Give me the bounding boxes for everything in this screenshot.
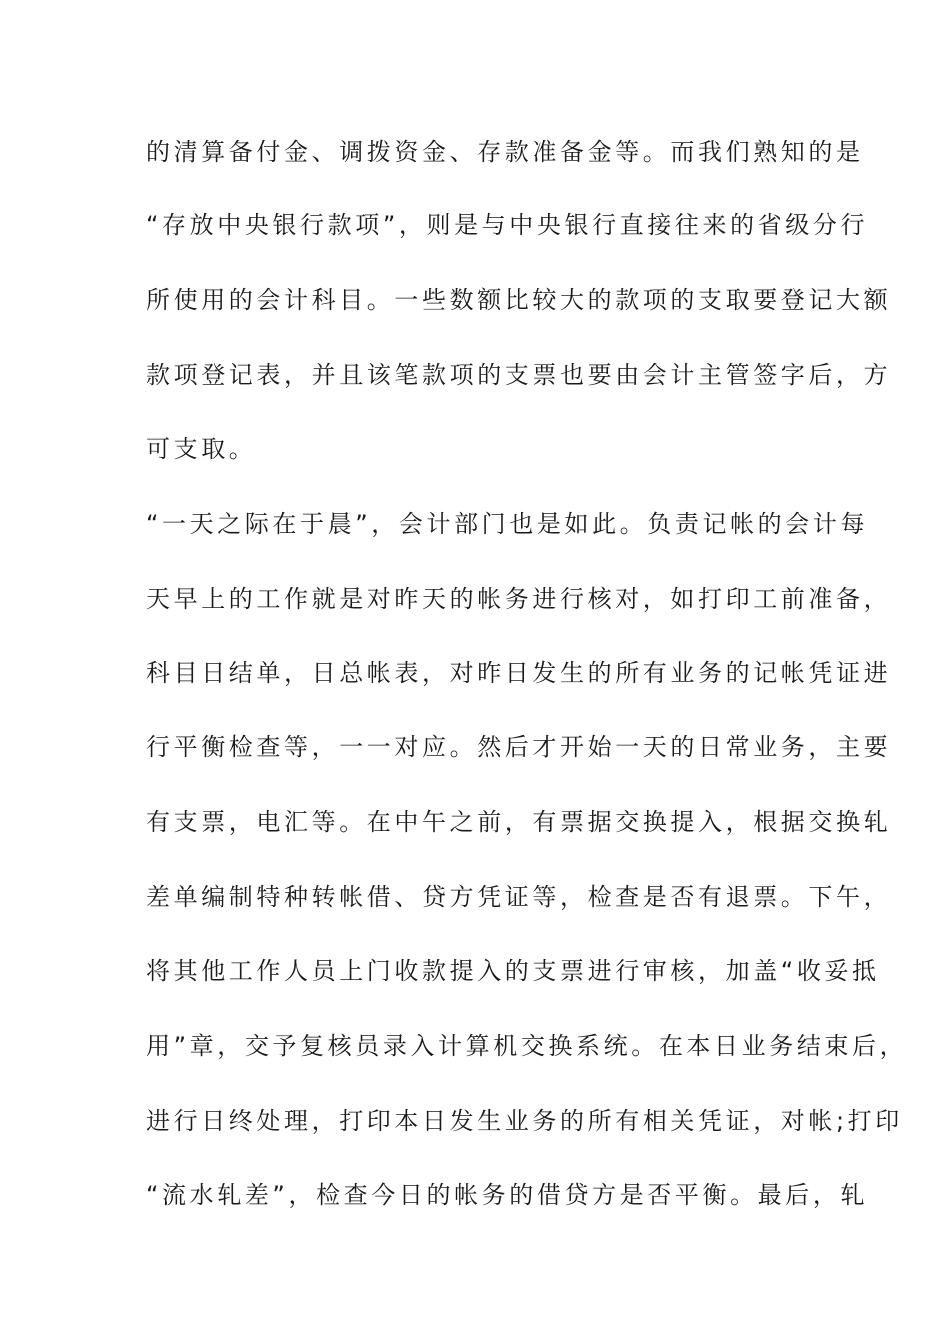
text-line: 行平衡检查等，一一对应。然后才开始一天的日常业务，主要 — [146, 733, 892, 761]
text-line: 差单编制特种转帐借、贷方凭证等，检查是否有退票。下午， — [146, 883, 892, 911]
text-line: 将其他工作人员上门收款提入的支票进行审核，加盖“收妥抵 — [146, 957, 880, 985]
text-line: 款项登记表，并且该笔款项的支票也要由会计主管签字后，方 — [146, 361, 892, 389]
text-line: “存放中央银行款项”，则是与中央银行直接往来的省级分行 — [146, 211, 869, 239]
text-line: “一天之际在于晨”，会计部门也是如此。负责记帐的会计每 — [146, 510, 869, 538]
text-line: 所使用的会计科目。一些数额比较大的款项的支取要登记大额 — [146, 286, 892, 314]
text-line: 天早上的工作就是对昨天的帐务进行核对，如打印工前准备， — [146, 585, 892, 613]
text-line: 用”章，交予复核员录入计算机交换系统。在本日业务结束后， — [146, 1032, 908, 1060]
text-line: “流水轧差”，检查今日的帐务的借贷方是否平衡。最后，轧 — [146, 1181, 869, 1209]
text-line: 的清算备付金、调拨资金、存款准备金等。而我们熟知的是 — [146, 138, 864, 166]
text-line: 进行日终处理，打印本日发生业务的所有相关凭证，对帐;打印 — [146, 1107, 903, 1135]
text-line: 可支取。 — [146, 435, 257, 463]
text-line: 科目日结单，日总帐表，对昨日发生的所有业务的记帐凭证进 — [146, 659, 892, 687]
text-line: 有支票，电汇等。在中午之前，有票据交换提入，根据交换轧 — [146, 808, 892, 836]
